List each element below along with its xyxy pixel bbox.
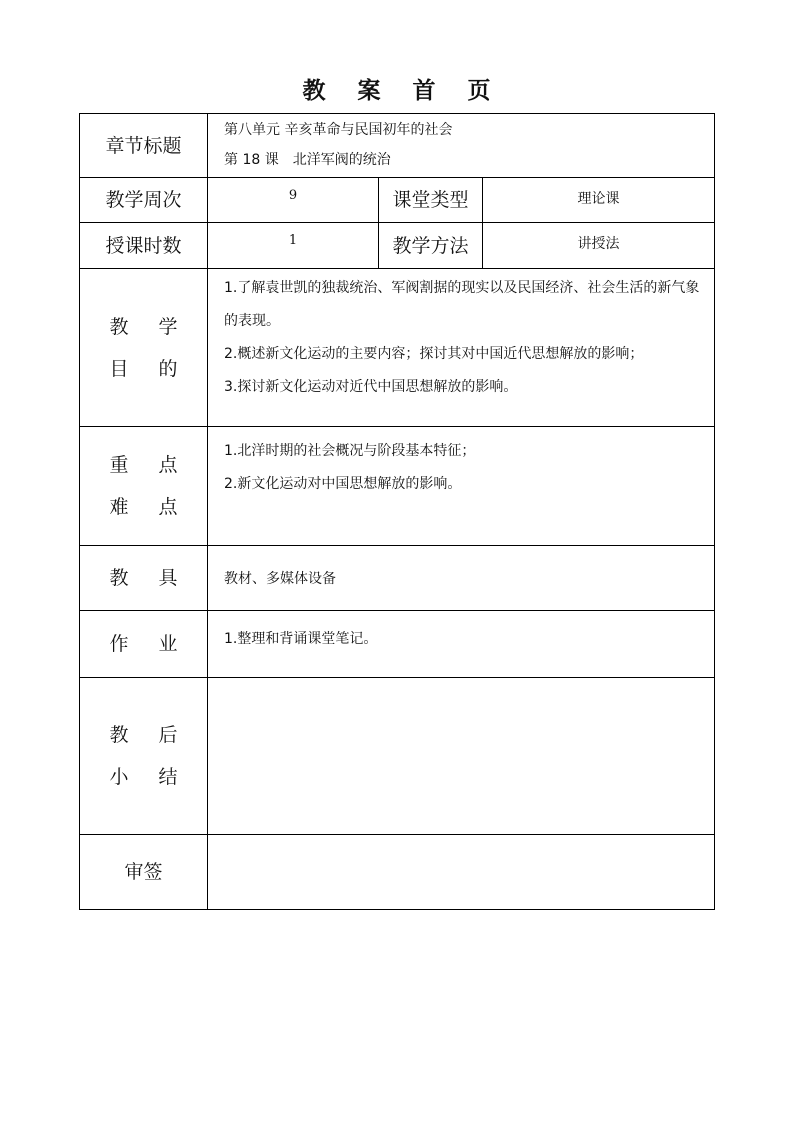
lesson-plan-table [79, 113, 715, 910]
chapter-lesson: 第 18 课 北洋军阀的统治 [224, 152, 391, 168]
homework-value: 1.整理和背诵课堂笔记。 [208, 611, 715, 678]
hours-value: 1 [208, 223, 379, 269]
key-point-item-1: 1.北洋时期的社会概况与阶段基本特征； [224, 443, 476, 459]
objectives-content [208, 269, 715, 427]
chapter-label: 章节标题 [80, 114, 208, 178]
week-label: 教学周次 [80, 178, 208, 223]
key-point-item-2: 2.新文化运动对中国思想解放的影响。 [224, 476, 462, 492]
review-label: 审签 [80, 835, 208, 910]
class-type-value: 理论课 [483, 178, 715, 223]
reflection-label-line2: 小 结 [109, 766, 190, 788]
objectives-label [80, 269, 208, 427]
materials-value: 教材、多媒体设备 [208, 546, 715, 611]
key-points-label-line1: 重 点 [109, 454, 190, 476]
objective-item-3: 3.探讨新文化运动对近代中国思想解放的影响。 [224, 379, 518, 395]
class-type-label: 课堂类型 [379, 178, 483, 223]
materials-label: 教 具 [80, 546, 208, 611]
reflection-content [208, 678, 715, 835]
row-homework [80, 611, 715, 678]
row-key-points [80, 427, 715, 546]
method-value: 讲授法 [483, 223, 715, 269]
row-chapter [80, 114, 715, 178]
objective-item-1: 1.了解袁世凯的独裁统治、军阀割据的现实以及民国经济、社会生活的新气象的表现。 [224, 280, 700, 329]
key-points-label [80, 427, 208, 546]
row-hours [80, 223, 715, 269]
homework-label: 作 业 [80, 611, 208, 678]
reflection-label-line1: 教 后 [109, 724, 190, 746]
objectives-label-line1: 教 学 [109, 315, 190, 338]
review-content [208, 835, 715, 910]
chapter-unit: 第八单元 辛亥革命与民国初年的社会 [224, 122, 453, 138]
page-title: 教 案 首 页 [302, 78, 503, 104]
row-materials [80, 546, 715, 611]
reflection-label [80, 678, 208, 835]
chapter-content [208, 114, 715, 178]
key-points-content [208, 427, 715, 546]
key-points-label-line2: 难 点 [109, 496, 190, 518]
row-week [80, 178, 715, 223]
objective-item-2: 2.概述新文化运动的主要内容；探讨其对中国近代思想解放的影响； [224, 346, 644, 362]
row-reflection [80, 678, 715, 835]
row-review [80, 835, 715, 910]
method-label: 教学方法 [379, 223, 483, 269]
objectives-label-line2: 目 的 [109, 357, 190, 380]
row-objectives [80, 269, 715, 427]
week-value: 9 [208, 178, 379, 223]
hours-label: 授课时数 [80, 223, 208, 269]
